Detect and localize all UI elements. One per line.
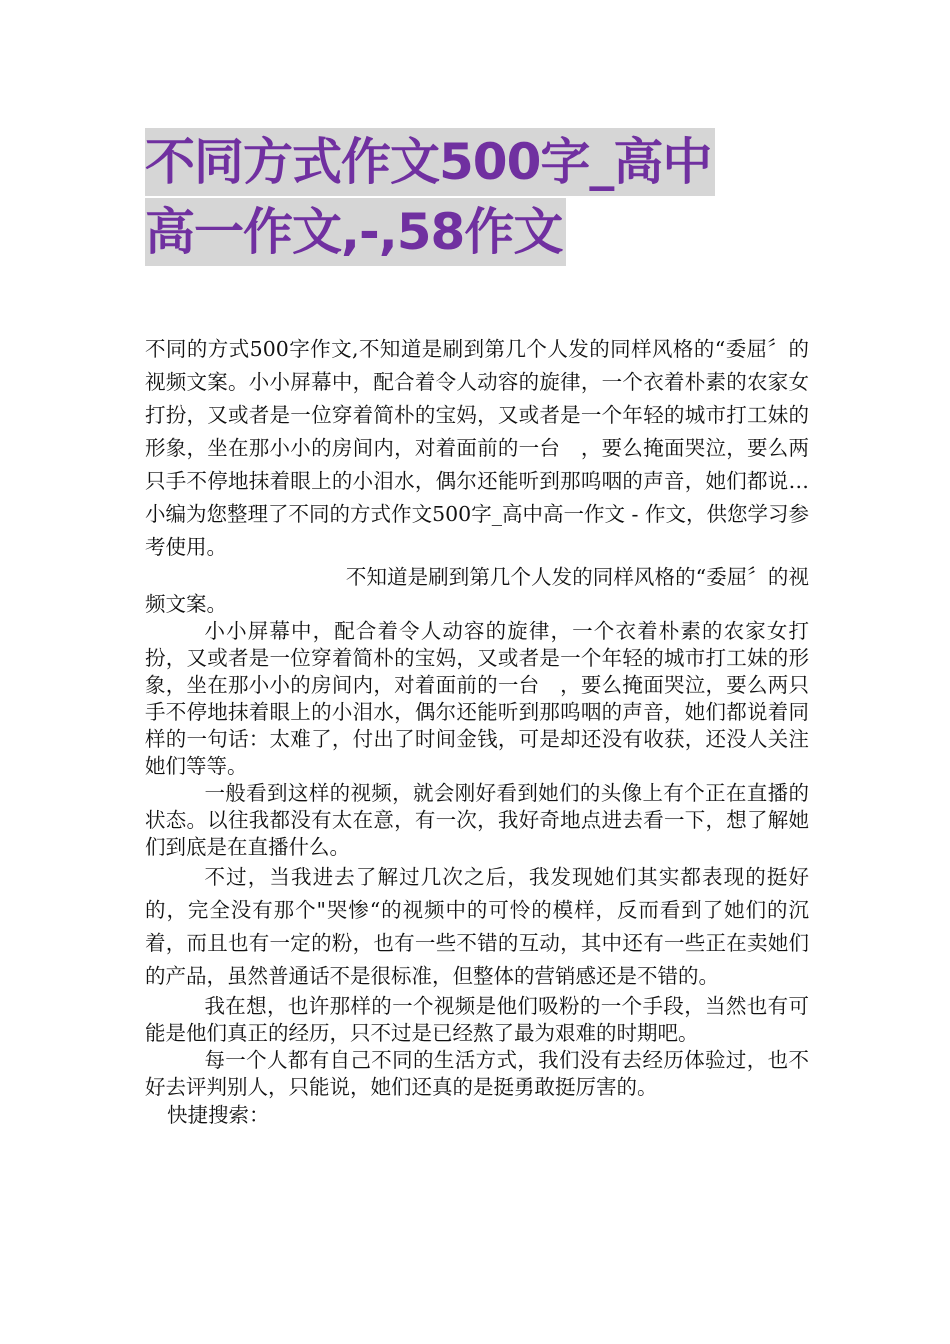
body-paragraph-2: 小小屏幕中，配合着令人动容的旋律，一个衣着朴素的农家女打扮，又或者是一位穿着简朴的宝妈，又或者是一个年轻的城市打工妹的形象，坐在那小小的房间内，对着面前的一台 ，要么掩面哭泣，要么两只手不停地抹着眼上的小泪水，偶尔还能听到那呜咽的声音，她们都说着同样的一句话：太难了，付出了时间金钱，可是却还没有收获，还没人关注她们等等。	[145, 619, 809, 778]
quick-search-label: 快捷搜索：	[167, 1103, 270, 1127]
body-paragraph-1: 不知道是刷到第几个人发的同样风格的“委屈〞的视频文案。	[145, 565, 809, 616]
title-line-1: 不同方式作文500字_高中	[145, 128, 715, 196]
body-paragraph-5: 我在想，也许那样的一个视频是他们吸粉的一个手段，当然也有可能是他们真正的经历，只不过是已经熬了最为艰难的时期吧。	[145, 994, 809, 1045]
article-body	[145, 333, 809, 1130]
body-paragraph-6: 每一个人都有自己不同的生活方式，我们没有去经历体验过，也不好去评判别人，只能说，她们还真的是挺勇敢挺厉害的。	[145, 1048, 809, 1099]
body-paragraph-3: 一般看到这样的视频，就会刚好看到她们的头像上有个正在直播的状态。以往我都没有太在意，有一次，我好奇地点进去看一下，想了解她们到底是在直播什么。	[145, 781, 809, 859]
title-line-2: 高一作文,-,58作文	[145, 198, 566, 266]
body-paragraph-4: 不过，当我进去了解过几次之后，我发现她们其实都表现的挺好的，完全没有那个"哭惨“的视频中的可怜的模样，反而看到了她们的沉着，而且也有一定的粉，也有一些不错的互动，其中还有一些正在卖她们的产品，虽然普通话不是很标准，但整体的营销感还是不错的。	[145, 865, 809, 988]
article-title	[145, 128, 825, 266]
intro-paragraph: 不同的方式500字作文,不知道是刷到第几个人发的同样风格的“委屈〞的视频文案。小小屏幕中，配合着令人动容的旋律，一个衣着朴素的农家女打扮，又或者是一位穿着简朴的宝妈，又或者是一个年轻的城市打工妹的形象，坐在那小小的房间内，对着面前的一台 ，要么掩面哭泣，要么两只手不停地抹着眼上的小泪水，偶尔还能听到那呜咽的声音，她们都说…小编为您整理了不同的方式作文500字_高中高一作文 - 作文，供您学习参考使用。	[145, 337, 809, 559]
